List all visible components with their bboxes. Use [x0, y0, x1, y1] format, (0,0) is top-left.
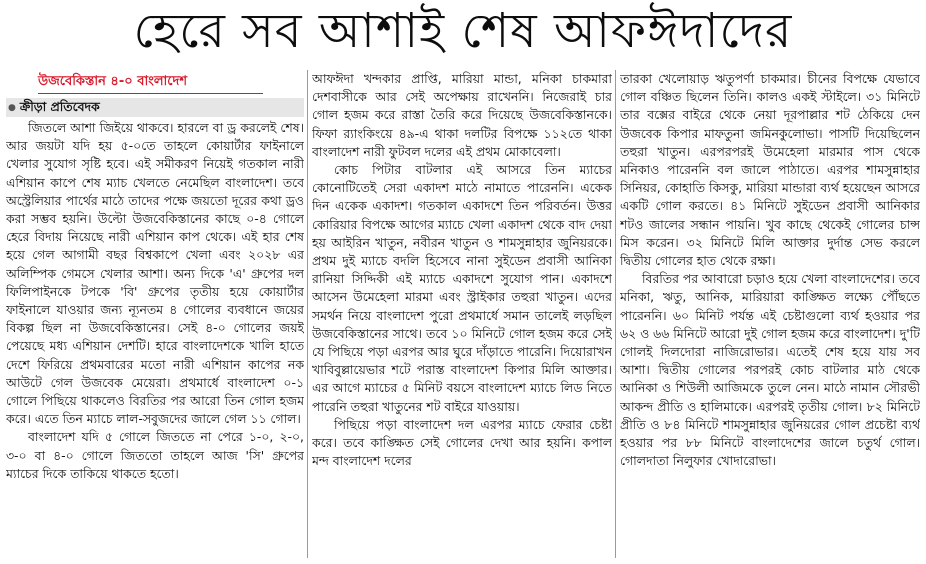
article-column-3 [620, 70, 920, 562]
kicker: উজবেকিস্তান ৪-০ বাংলাদেশ [38, 73, 263, 94]
article-paragraph: আফঈদা খন্দকার প্রাপ্তি, মারিয়া মান্ডা, মনিকা চাকমারা দেশবাসীকে আর সেই অপেক্ষায় রাখেননি। নিজেরাই চার গোল হজম করে রাস্তা তৈরি করে দিয়েছে উজবেকিস্তানকে। ফিফা র‍্যাংকিংয়ে ৪৯-এ থাকা দলটির বিপক্ষে ১১২তে থাকা বাংলাদেশ নারী ফুটবল দলের এই প্রথম মোকাবেলা। [312, 71, 612, 159]
article-paragraph: পিছিয়ে পড়া বাংলাদেশ দল এরপর ম্যাচে ফেরার চেষ্টা করে। তবে কাঙ্ক্ষিত সেই গোলের দেখা আর হয়নি। কপাল মন্দ বাংলাদেশ দলের [312, 416, 612, 469]
byline-text: ক্রীড়া প্রতিবেদক [19, 99, 100, 114]
article-paragraph: কোচ পিটার বাটলার এই আসরে তিন ম্যাচের কোনোটিতেই সেরা একাদশ মাঠে নামাতে পারেননি। একেক দিন একেক একাদশ। গতকাল একাদশে তিন পরিবর্তন। উত্তর কোরিয়ার বিপক্ষে আগের ম্যাচে খেলা একাদশ থেকে বাদ দেয়া হয় আইরিন খাতুন, নবীরন খাতুন ও শামসুন্নাহার জুনিয়রকে। প্রথম দুই ম্যাচে বদলি হিসেবে নানা সুইডেন প্রবাসী আনিকা রানিয়া সিদ্দিকী এই ম্যাচে একাদশে সুযোগ পান। একাদশে আসেন উমেহেলা মারমা এবং স্ট্রাইকার তহুরা খাতুন। এদের সমর্থন নিয়ে বাংলাদেশ পুরো প্রথমার্ধে সমান তালেই লড়ছিল উজবেকিস্তানের সাথে। তবে ১০ মিনিটে গোল হজম করে সেই যে পিছিয়ে পড়া এরপর আর ঘুরে দাঁড়াতে পারেনি। দিয়োরাখন খাবিবুল্লায়েভার শটে পরাস্ত বাংলাদেশ কিপার মিলি আক্তার। এর আগে ম্যাচের ৫ মিনিট বয়সে বাংলাদেশ ম্যাচে লিড নিতে পারেনি তহুরা খাতুনের শট বাইরে যাওয়ায়। [312, 162, 612, 414]
headline: হেরে সব আশাই শেষ আফঈদাদের [133, 3, 793, 59]
article-paragraph: জিতলে আশা জিইয়ে থাকবে। হারলে বা ড্র করলেই শেষ। আর জয়টা যদি হয় ৫-০তে তাহলে কোয়ার্টার ফাইনালে খেলার সুযোগ সৃষ্টি হবে। এই সমীকরণ নিয়েই গতকাল নারী এশিয়ান কাপে শেষ ম্যাচ খেলতে নেমেছিল বাংলাদেশ। তবে অস্ট্রেলিয়ার পার্থের মাঠে তাদের পক্ষে জয়তো দূরের কথা ড্রও করা সম্ভব হয়নি। উল্টো উজবেকিস্তানের কাছে ০-৪ গোলে হেরে বিদায় নিয়েছে নারী এশিয়ান কাপ থেকে। এই হার শেষ হয়ে গেল আগামী বছর বিশ্বকাপে খেলা এবং ২০২৮ এর অলিম্পিক গেমসে খেলার আশা। অন্য দিকে 'এ' গ্রুপের দল ফিলিপাইনকে টপকে 'বি' গ্রুপের তৃতীয় হয়ে কোয়ার্টার ফাইনালে যাওয়ার জন্য ন্যূনতম ৪ গোলের ব্যবধানে জয়ের বিকল্প ছিল না উজবেকিস্তানের। সেই ৪-০ গোলের জয়ই পেয়েছে মধ্য এশিয়ান দেশটি। হারে বাংলাদেশকে খালি হাতে দেশে ফিরিয়ে প্রথমবারের মতো নারী এশিয়ান কাপের নক আউটে গেল উজবেক মেয়েরা। প্রথমার্ধে বাংলাদেশ ০-১ গোলে পিছিয়ে থাকলেও বিরতির পর আরো তিন গোল হজম করে। এতে তিন ম্যাচে লাল-সবুজদের জালে গেল ১১ গোল। [6, 120, 304, 427]
column-divider [615, 70, 616, 558]
article-paragraph: তারকা খেলোয়াড় ঋতুপর্ণা চাকমার। চীনের বিপক্ষে যেভাবে গোল বঞ্চিত ছিলেন তিনি। কালও একই স্টাইলে। ৩১ মিনিটে তার বক্সের বাইরে থেকে নেয়া দূরপাল্লার শট ঠেকিয়ে দেন উজবেক কিপার মাফতুনা জমিনকুলোভা। পাসটি দিয়েছিলেন তহুরা খাতুন। এরপরপরই উমেহেলা মারমার পাস থেকে মনিকাও পারেননি বল জালে পাঠাতে। এরপর শামসুন্নাহার সিনিয়র, কোহাতি কিসকু, মারিয়া মান্ডারা ব্যর্থ হয়েছেন আসরে একটি গোল করতে। ৪১ মিনিটে সুইডেন প্রবাসী আনিকার শটও জালের সন্ধান পায়নি। খুব কাছে থেকেই গোলের চান্স মিস করেন। ৩২ মিনিটে মিলি আক্তার দুর্দান্ত সেভ করলে দ্বিতীয় গোলের হাত থেকে রক্ষা। [620, 71, 920, 269]
byline [6, 98, 304, 117]
article-column-1 [6, 70, 304, 562]
column-divider [307, 70, 308, 558]
bullet-icon: ● [8, 103, 16, 113]
article-paragraph: বাংলাদেশ যদি ৫ গোলে জিততে না পেরে ১-০, ২-০, ৩-০ বা ৪-০ গোলে জিততো তাহলে আজ 'সি' গ্রুপের ম্যাচের দিকে তাকিয়ে থাকতে হতো। [6, 429, 304, 481]
article-paragraph: বিরতির পর আবারো চড়াও হয়ে খেলা বাংলাদেশের। তবে মনিকা, ঋতু, আনিক, মারিয়ারা কাঙ্ক্ষিত লক্ষ্যে পৌঁছতে পারেননি। ৬০ মিনিট পর্যন্ত এই চেষ্টাগুলো ব্যর্থ হওয়ার পর ৬২ ও ৬৬ মিনিটে আরো দুই গোল হজম করে বাংলাদেশ। দু'টি গোলই দিলদোরা নাজিরোভার। এতেই শেষ হয়ে যায় সব আশা। দ্বিতীয় গোলের পরপরই কোচ বাটলার মাঠ থেকে আনিকা ও শিউলী আজিমকে তুলে নেন। মাঠে নামান সৌরভী আকন্দ প্রীতি ও হালিমাকে। এরপরই তৃতীয় গোল। ৮২ মিনিটে প্রীতি ও ৮৪ মিনিটে শামসুন্নাহার জুনিয়রের গোল প্রচেষ্টা ব্যর্থ হওয়ার পর ৮৮ মিনিটে বাংলাদেশের জালে চতুর্থ গোল। গোলদাতা নিলুফার খোদারোভা। [620, 271, 920, 469]
article-column-2 [312, 70, 612, 562]
